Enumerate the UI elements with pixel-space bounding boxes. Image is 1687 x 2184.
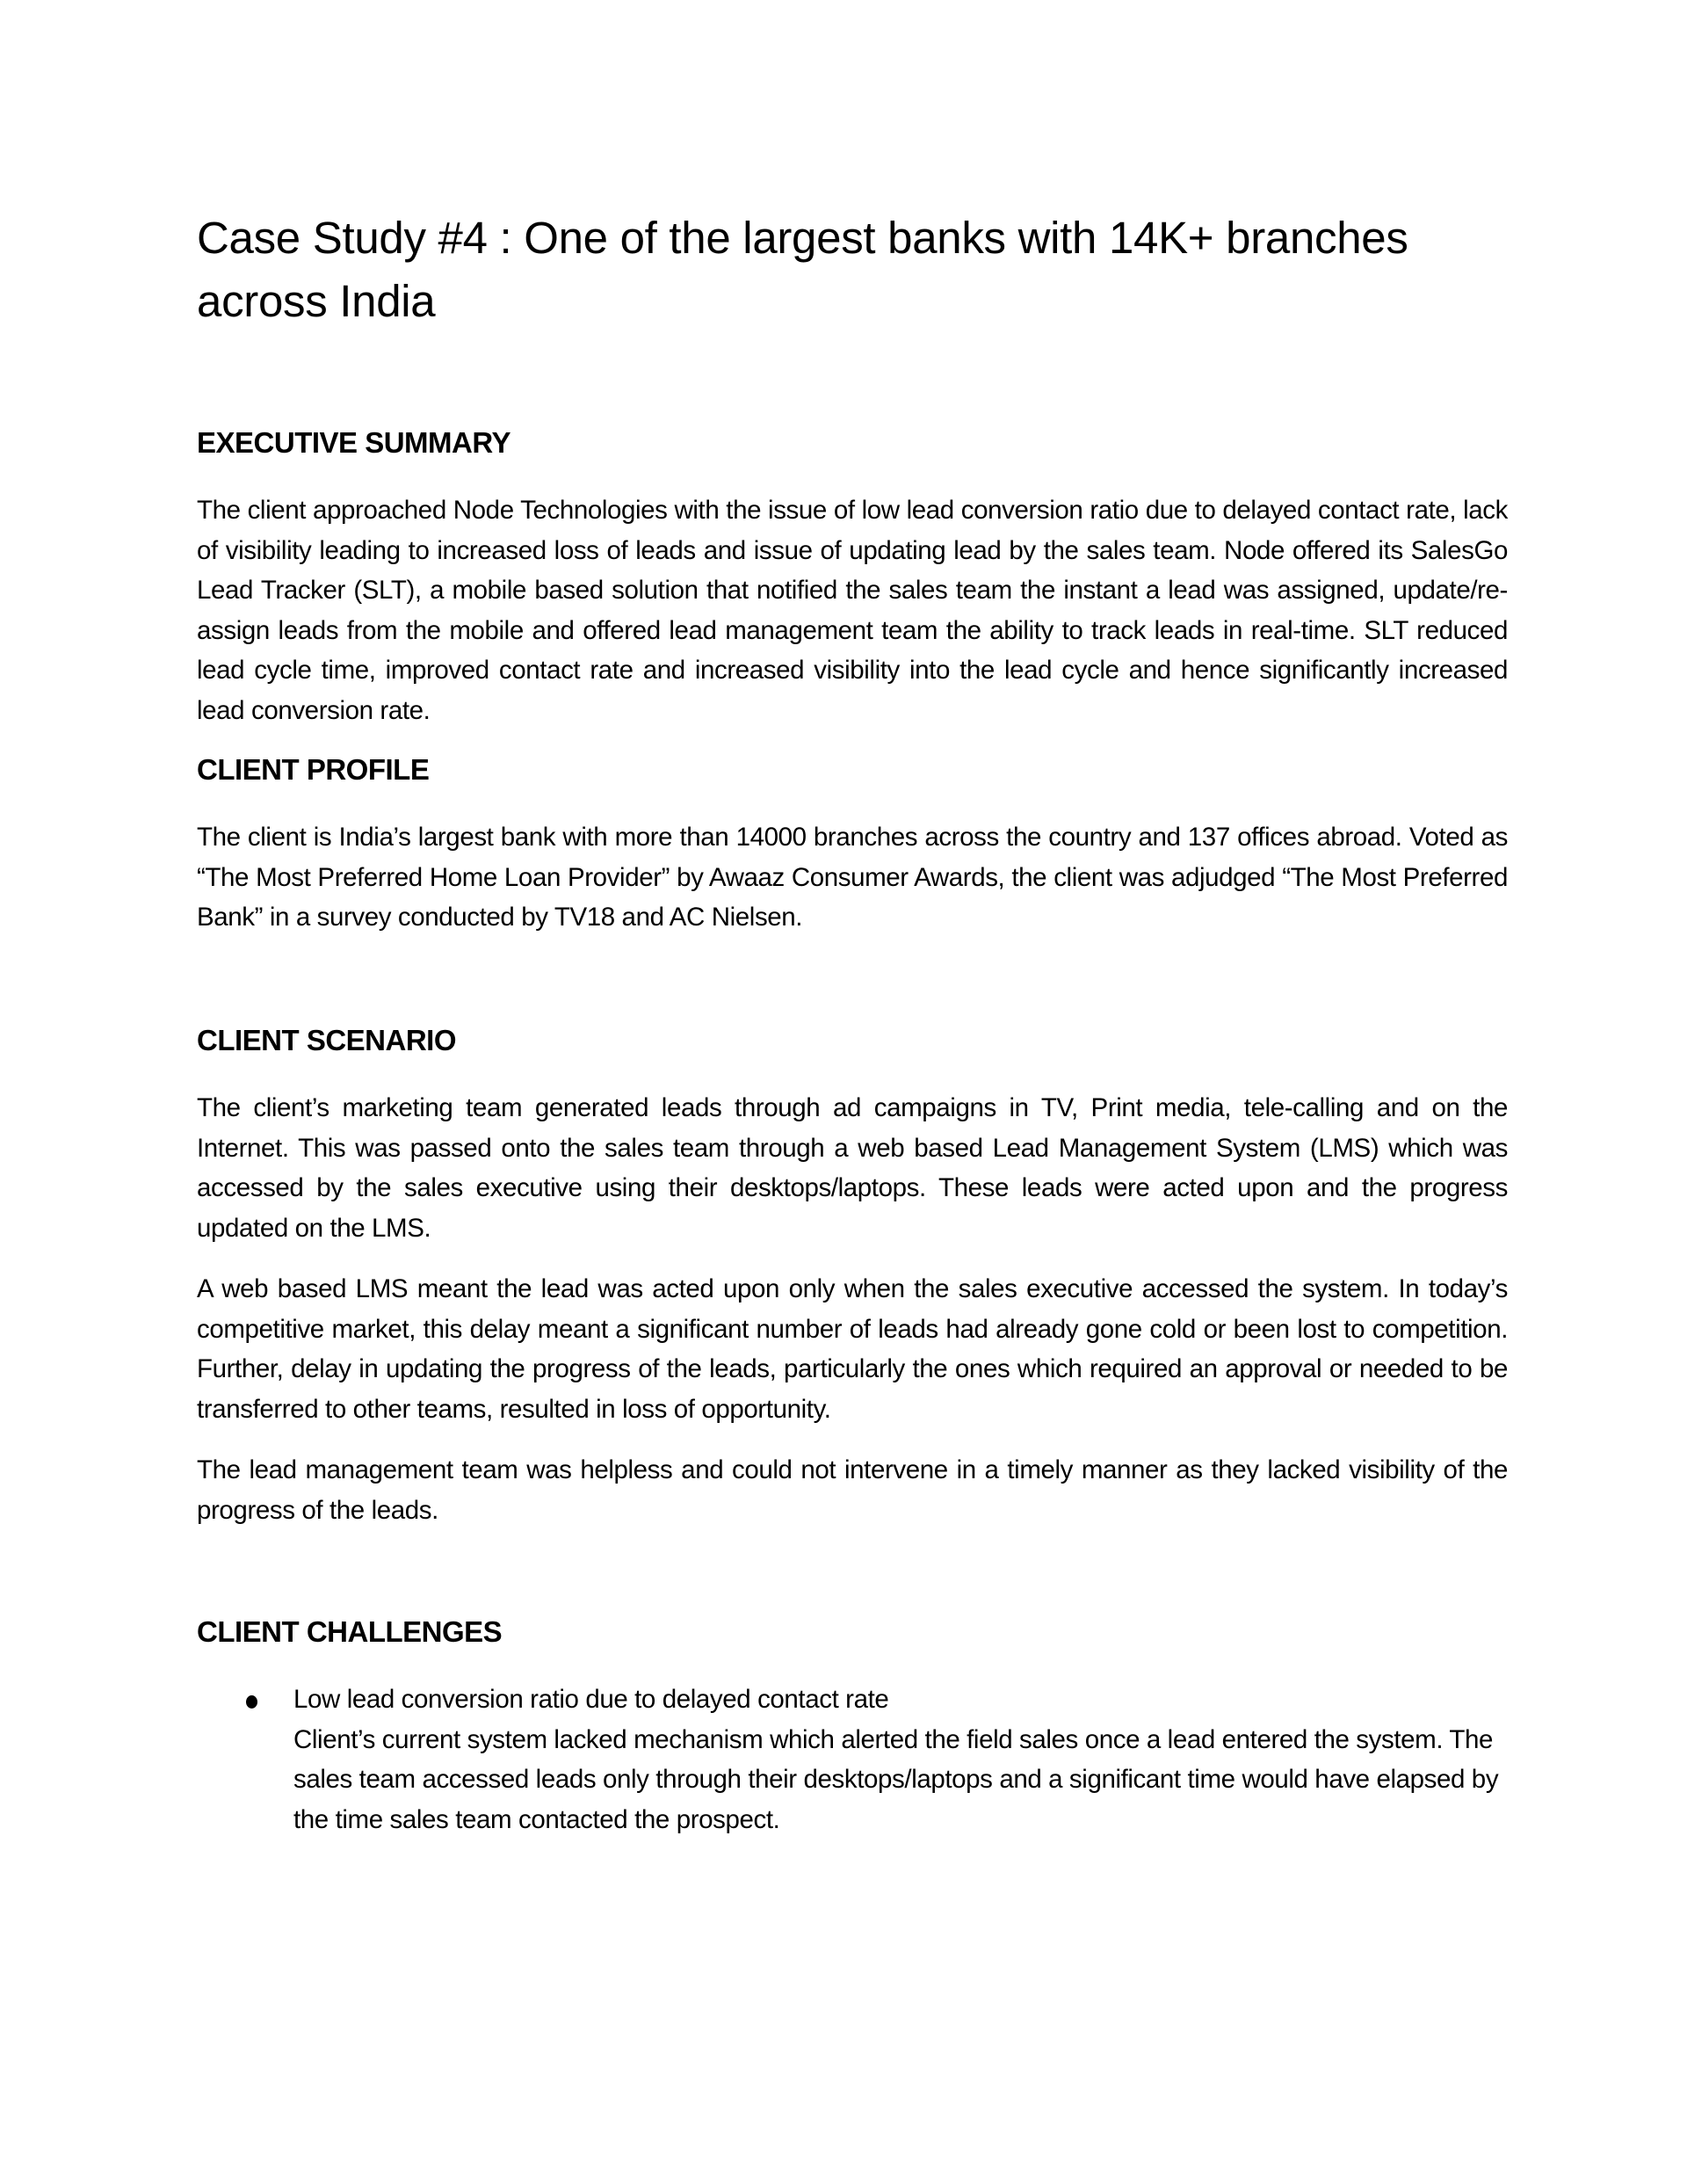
heading-client-challenges: CLIENT CHALLENGES — [197, 1615, 503, 1648]
heading-executive-summary: EXECUTIVE SUMMARY — [197, 426, 510, 459]
client-scenario-paragraph-1: The client’s marketing team generated leads through ad campaigns in TV, Print media, tele-calling and on the Internet. This was passed onto the sales team through a web based Lead Management System (LMS) which was accessed by the sales executive using their desktops/laptops. These leads were acted upon and the progress updated on the LMS. — [197, 1093, 1508, 1243]
client-scenario-paragraph-3: The lead management team was helpless and could not intervene in a timely manner as they lacked visibility of the progress of the leads. — [197, 1455, 1508, 1525]
client-profile-paragraph: The client is India’s largest bank with more than 14000 branches across the country and 137 offices abroad. Voted as “The Most Preferred Home Loan Provider” by Awaaz Consumer Awards, the client was adjudged “The Most Preferred Bank” in a survey conducted by TV18 and AC Nielsen. — [197, 823, 1508, 932]
challenge-title: Low lead conversion ratio due to delayed contact rate — [293, 1685, 889, 1714]
document-title: Case Study #4 : One of the largest banks with 14K+ branches across India — [197, 213, 1408, 326]
heading-client-scenario: CLIENT SCENARIO — [197, 1024, 457, 1056]
client-scenario-paragraph-2: A web based LMS meant the lead was acted upon only when the sales executive accessed the system. In today’s competitive market, this delay meant a significant number of leads had already gone cold or been lost to competition. Further, delay in updating the progress of the leads, particularly the ones which required an approval or needed to be transferred to other teams, resulted in loss of opportunity. — [197, 1274, 1508, 1424]
challenge-description: Client’s current system lacked mechanism which alerted the field sales once a lead entered the system. The sales team accessed leads only through their desktops/laptops and a significant time would have elapsed by the time sales team contacted the prospect. — [293, 1724, 1499, 1834]
bullet-icon — [246, 1695, 257, 1709]
executive-summary-paragraph: The client approached Node Technologies with the issue of low lead conversion ratio due to delayed contact rate, lack of visibility leading to increased loss of leads and issue of updating lead by the sales team. Node offered its SalesGo Lead Tracker (SLT), a mobile based solution that notified the sales team the instant a lead was assigned, update/re-assign leads from the mobile and offered lead management team the ability to track leads in real-time. SLT reduced lead cycle time, improved contact rate and increased visibility into the lead cycle and hence significantly increased lead conversion rate. — [197, 496, 1508, 725]
heading-client-profile: CLIENT PROFILE — [197, 753, 430, 786]
